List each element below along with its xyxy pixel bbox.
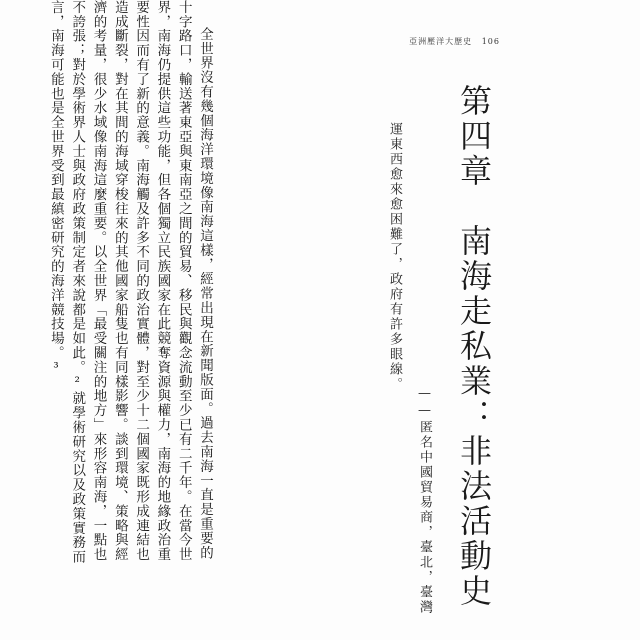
running-head-title: 亞洲壓洋大歷史 bbox=[409, 37, 473, 46]
body-line: 造成斷裂，對在其間的海域穿梭往來的其他國家船隻也有同樣影響。談到環境、策略與經 bbox=[111, 0, 128, 562]
body-line: 濟的考量，很少水域像南海這麼重要。以全世界「最受關注的地方」來形容南海，一點也 bbox=[90, 0, 107, 562]
body-line: 全世界沒有幾個海洋環境像南海這樣，經常出現在新聞版面。過去南海一直是重要的 bbox=[197, 27, 213, 560]
epigraph bbox=[384, 122, 405, 392]
body-line: 界，南海仍提供這些功能，但各個獨立民族國家在此競奪資源與權力，南海的地緣政治重 bbox=[154, 0, 171, 562]
body-line: 不誇張；對於學術界人士與政府政策制定者來說都是如此。²就學術研究以及政策實務而 bbox=[69, 0, 86, 565]
body-line: 十字路口，輸送著東亞與東南亞之間的貿易、移民與觀念流動至少已有二千年。在當今世 bbox=[175, 0, 192, 562]
body-paragraph bbox=[0, 0, 215, 565]
epigraph-attribution: ——匿名中國貿易商，臺北，臺灣 bbox=[417, 386, 432, 615]
body-line: 言，南海可能也是全世界受到最縝密研究的海洋競技場。³ bbox=[47, 0, 64, 377]
body-line: 要性因而有了新的意義。南海觸及許多不同的政治實體，對至少十二個國家既形成連結也 bbox=[133, 0, 150, 562]
page-number: 106 bbox=[481, 37, 500, 46]
running-head bbox=[403, 36, 500, 47]
chapter-title: 第四章 南海走私業：非法活動史 bbox=[455, 84, 493, 609]
epigraph-line: 運東西愈來愈困難了，政府有許多眼線。 bbox=[387, 122, 402, 392]
